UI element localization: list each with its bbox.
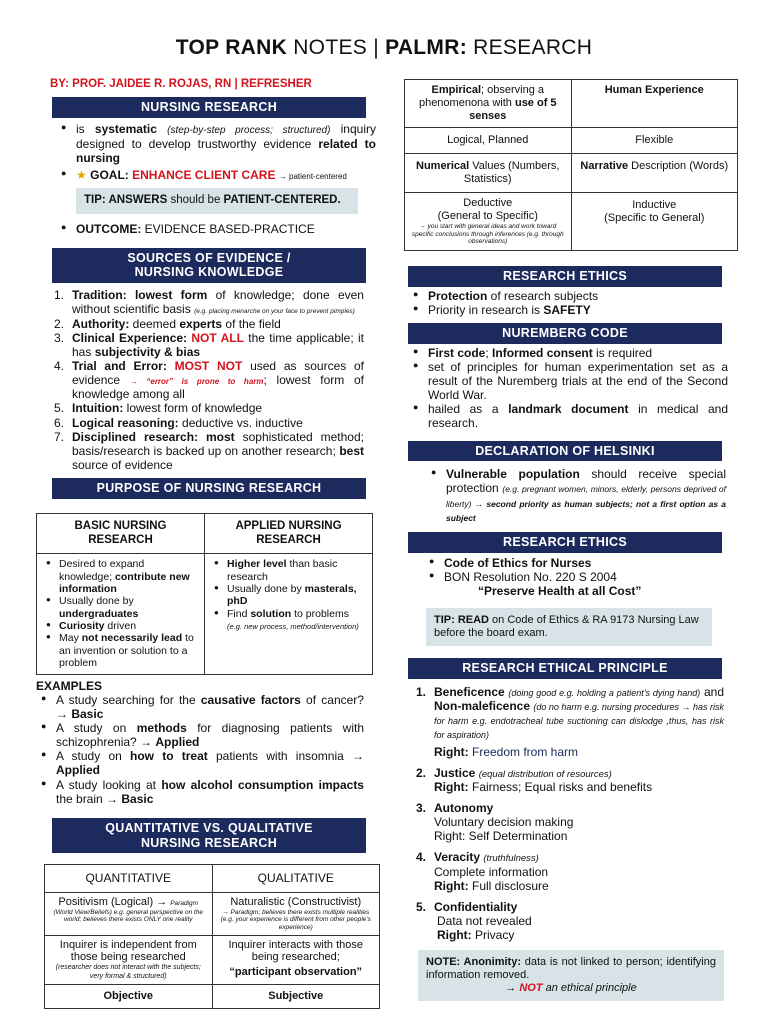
- list-item: ● Code of Ethics for Nurses: [424, 556, 724, 570]
- section-header-research-ethics: RESEARCH ETHICS: [408, 266, 722, 287]
- quant-qual-table: [44, 864, 380, 1009]
- list-item: ● ★ GOAL: ENHANCE CLIENT CARE → patient-centered: [56, 168, 376, 182]
- table-cell: Empirical; observing a phenomenona with use of 5 senses: [405, 80, 572, 128]
- tip-box: TIP: ANSWERS should be PATIENT-CENTERED.: [76, 188, 358, 214]
- list-item: 1. Tradition: lowest form of knowledge; done even without scientific basis (e.g. placing menarche on your face to prevent pimples): [54, 288, 364, 317]
- left-column: [36, 78, 380, 1009]
- list-item: ● set of principles for human experimentation set as a result of the Nuremberg trials at the end of the Second World War.: [408, 360, 728, 402]
- list-item: 5. Confidentiality Data not revealed Right: Privacy: [416, 899, 532, 943]
- star-icon: ★: [76, 167, 87, 182]
- table-header: QUALITATIVE: [212, 865, 380, 892]
- examples-heading: EXAMPLES: [36, 678, 103, 693]
- table-header: APPLIED NURSING RESEARCH: [205, 514, 373, 554]
- list-item: 2. Justice (equal distribution of resources) Right: Fairness; Equal risks and benefits: [416, 765, 653, 794]
- list-item: ● hailed as a landmark document in medical and research.: [408, 402, 728, 430]
- tip-box-read: TIP: READ on Code of Ethics & RA 9173 Nursing Law before the board exam.: [426, 608, 712, 646]
- section-header-helsinki: DECLARATION OF HELSINKI: [408, 441, 722, 462]
- list-item: ● A study searching for the causative factors of cancer? → Basic: [36, 693, 364, 721]
- sources-list: [52, 288, 364, 472]
- table-cell: Deductive (General to Specific) → you start with general ideas and work toward specific conclusions through inferences (e.g. through observations): [405, 192, 572, 250]
- list-item: 4. Veracity (truthfulness) Complete information Right: Full disclosure: [416, 850, 549, 893]
- section-header-nursing-research: NURSING RESEARCH: [52, 97, 366, 118]
- table-header: BASIC NURSING RESEARCH: [37, 514, 205, 554]
- list-item: 2. Authority: deemed experts of the field: [54, 316, 281, 331]
- table-cell: Subjective: [212, 984, 380, 1008]
- list-item: 4. Trial and Error: MOST NOT used as sources of evidence → “error” is prone to harm; lowest form of knowledge among all: [54, 359, 365, 402]
- list-item: ● A study on methods for diagnosing patients with schizophrenia? → Applied: [36, 721, 364, 749]
- note-box: NOTE: Anonimity: data is not linked to person; identifying information removed. → NOT an ethical principle: [418, 950, 724, 1001]
- table-cell: Inquirer interacts with those being researched; “participant observation”: [212, 935, 380, 984]
- list-item: ● Priority in research is SAFETY: [408, 303, 728, 317]
- list-item: 3. Autonomy Voluntary decision making Right: Self Determination: [416, 800, 574, 844]
- list-item: ● BON Resolution No. 220 S 2004: [424, 570, 724, 584]
- list-item: ● A study looking at how alcohol consumption impacts the brain → Basic: [36, 778, 364, 806]
- table-cell: Narrative Description (Words): [571, 153, 738, 192]
- purpose-table: [36, 513, 373, 675]
- table-cell: Logical, Planned: [405, 128, 572, 154]
- list-item: ● Vulnerable population should receive special protection (e.g. pregnant women, minors, elderly, persons deprived of liberty) → second priority as human subjects; not a first option as a subject: [426, 467, 726, 524]
- table-cell: Positivism (Logical) → Paradigm (World View/Beliefs) e.g. general perspective on the world; believes there exists ONLY one reality: [45, 892, 213, 935]
- nursing-research-list: [56, 122, 376, 182]
- list-item: ● A study on how to treat patients with insomnia → Applied: [36, 749, 364, 777]
- table-cell: ● Desired to expand knowledge; contribute new information ● Usually done by undergraduates ● Curiosity driven ● May not necessarily lead to an invention or solution to a problem: [37, 554, 205, 674]
- list-item: ● First code; Informed consent is required: [408, 346, 728, 360]
- section-header-purpose: PURPOSE OF NURSING RESEARCH: [52, 478, 366, 499]
- list-item: 3. Clinical Experience: NOT ALL the time applicable; it has subjectivity & bias: [54, 330, 364, 359]
- section-header-research-ethics-2: RESEARCH ETHICS: [408, 532, 722, 553]
- list-item: ● OUTCOME: EVIDENCE BASED-PRACTICE: [56, 222, 376, 236]
- table-cell: Inquirer is independent from those being researched (researcher does not interact with the subjects; very formal & structured): [45, 935, 213, 984]
- list-item: ● is systematic (step-by-step process; structured) inquiry designed to develop trustworthy evidence related to nursing: [56, 122, 376, 165]
- list-item: 6. Logical reasoning: deductive vs. inductive: [54, 415, 303, 430]
- list-item: 5. Intuition: lowest form of knowledge: [54, 401, 263, 416]
- section-header-nuremberg: NUREMBERG CODE: [408, 323, 722, 344]
- list-item: ● Protection of research subjects: [408, 289, 728, 303]
- principles-list: [414, 685, 724, 943]
- table-cell: Objective: [45, 984, 213, 1008]
- list-item: 7. Disciplined research: most sophisticated method; basis/research is backed up on another research; best source of evidence: [54, 429, 364, 473]
- table-cell: Naturalistic (Constructivist) → Paradigm; believes there exists multiple realities (e.g. your experience is different from other people’s experience): [212, 892, 380, 935]
- table-cell: Numerical Values (Numbers, Statistics): [405, 153, 572, 192]
- motto: “Preserve Health at all Cost”: [478, 584, 642, 598]
- right-column: [404, 79, 738, 1001]
- table-cell: Human Experience: [571, 80, 738, 128]
- section-header-sources: SOURCES OF EVIDENCE / NURSING KNOWLEDGE: [52, 248, 366, 284]
- table-cell: ● Higher level than basic research ● Usually done by masterals, phD ● Find solution to problems (e.g. new process, method/intervention): [205, 554, 373, 674]
- table-cell: Flexible: [571, 128, 738, 154]
- examples-list: [36, 693, 364, 806]
- list-item: 1. Beneficence (doing good e.g. holding a patient’s dying hand) and Non-maleficence (do no harm e.g. nursing procedures → has risk for harm e.g. endotracheal tube suctioning can dislodge ,thus, has risk for aspiration) Right: Freedom from harm: [416, 684, 724, 760]
- page-title: TOP RANK NOTES | PALMR: RESEARCH: [175, 36, 593, 59]
- table-header: QUANTITATIVE: [45, 865, 213, 892]
- section-header-quant-qual: QUANTITATIVE VS. QUALITATIVE NURSING RESEARCH: [52, 818, 366, 854]
- byline: BY: PROF. JAIDEE R. ROJAS, RN | REFRESHER: [50, 78, 312, 90]
- comparison-table: [404, 79, 738, 251]
- section-header-ethical-principle: RESEARCH ETHICAL PRINCIPLE: [408, 658, 722, 679]
- table-cell: Inductive (Specific to General): [571, 192, 738, 250]
